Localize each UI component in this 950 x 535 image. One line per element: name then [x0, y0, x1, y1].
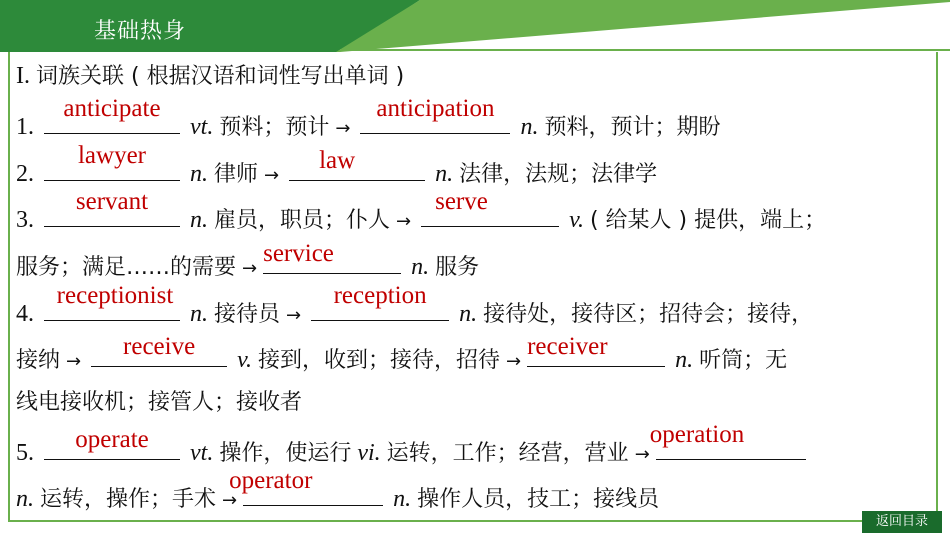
- pos-label: vt.: [190, 440, 214, 466]
- answer-text: operation: [649, 421, 745, 448]
- item-2: [16, 142, 658, 187]
- item-3-cont: [16, 240, 480, 280]
- pos-label: vi.: [357, 440, 381, 466]
- arrow-icon: →: [264, 165, 280, 186]
- pos-label: v.: [569, 207, 584, 233]
- meaning-text: 接待员: [214, 302, 281, 327]
- answer-blank: [91, 333, 227, 367]
- item-number: 1.: [16, 114, 34, 140]
- item-number: 3.: [16, 207, 34, 233]
- meaning-text: 操作，使运行: [219, 441, 352, 466]
- answer-blank: [263, 240, 401, 274]
- item-number: 2.: [16, 161, 34, 187]
- arrow-icon: →: [222, 490, 238, 511]
- meaning-text: 接待处，接待区；招待会；接待，: [483, 302, 814, 327]
- pos-label: n.: [435, 161, 454, 187]
- page-title: 基础热身: [94, 19, 187, 44]
- pos-label: n.: [16, 486, 34, 512]
- meaning-text: 服务；满足……的需要: [16, 255, 237, 280]
- heading-num: I.: [16, 63, 30, 89]
- pos-label: n.: [393, 486, 412, 512]
- meaning-text: 听筒；无: [699, 348, 788, 373]
- pos-label: vt.: [190, 114, 214, 140]
- meaning-text: 预料；预计: [219, 115, 330, 140]
- section-heading: [16, 60, 404, 92]
- arrow-icon: →: [66, 351, 82, 372]
- answer-blank: [527, 333, 665, 367]
- arrow-icon: →: [506, 351, 522, 372]
- answer-text: operate: [75, 426, 149, 453]
- meaning-text: 律师: [214, 162, 259, 187]
- meaning-text: 操作人员，技工；接线员: [417, 487, 660, 512]
- meaning-text: 法律，法规；法律学: [459, 162, 658, 187]
- meaning-text: 接纳: [16, 348, 61, 373]
- answer-blank: [44, 142, 180, 181]
- answer-blank: [44, 282, 180, 321]
- heading-text: 词族关联 ( 根据汉语和词性写出单词 ): [36, 64, 405, 89]
- answer-blank: [44, 188, 180, 227]
- pos-label: n.: [411, 254, 430, 280]
- answer-blank: [360, 95, 510, 134]
- header-bar: [0, 0, 950, 52]
- answer-text: law: [319, 147, 356, 174]
- pos-label: v.: [237, 347, 252, 373]
- meaning-text: 雇员，职员；仆人: [214, 208, 391, 233]
- meaning-text: 线电接收机；接管人；接收者: [16, 390, 303, 415]
- answer-blank: [649, 421, 806, 460]
- arrow-icon: →: [335, 118, 351, 139]
- answer-text: servant: [75, 188, 149, 215]
- answer-blank: [421, 188, 559, 227]
- item-4: [16, 282, 814, 327]
- answer-text: anticipation: [376, 95, 495, 122]
- meaning-text: 预料，预计；期盼: [544, 115, 721, 140]
- answer-blank: [289, 147, 425, 181]
- pos-label: n.: [190, 301, 208, 327]
- item-4-cont2: [16, 386, 302, 418]
- pos-label: n.: [190, 207, 208, 233]
- meaning-text: 运转，工作；经营，营业: [386, 441, 629, 466]
- arrow-icon: →: [634, 444, 650, 465]
- arrow-icon: →: [286, 305, 302, 326]
- item-4-cont: [16, 333, 788, 373]
- answer-text: receive: [123, 333, 196, 360]
- pos-label: n.: [675, 347, 694, 373]
- item-5-cont: [16, 467, 660, 512]
- answer-text: serve: [435, 188, 488, 215]
- meaning-text: ( 给某人 ) 提供，端上；: [589, 208, 827, 233]
- answer-text: anticipate: [63, 95, 161, 122]
- answer-blank: [229, 467, 383, 506]
- pos-label: n.: [459, 301, 478, 327]
- answer-text: receptionist: [56, 282, 174, 309]
- answer-blank: [44, 95, 180, 134]
- item-3: [16, 188, 827, 233]
- back-to-contents-button[interactable]: 返回目录: [862, 511, 942, 533]
- pos-label: n.: [520, 114, 539, 140]
- answer-text: reception: [333, 282, 427, 309]
- item-1: [16, 95, 721, 140]
- meaning-text: 运转，操作；手术: [40, 487, 217, 512]
- answer-text: receiver: [527, 333, 608, 360]
- answer-text: lawyer: [77, 142, 147, 169]
- answer-text: service: [263, 240, 334, 267]
- meaning-text: 接到，收到；接待，招待: [257, 348, 500, 373]
- meaning-text: 服务: [435, 255, 480, 280]
- arrow-icon: →: [396, 211, 412, 232]
- answer-blank: [311, 282, 449, 321]
- answer-blank: [44, 426, 180, 460]
- answer-text: operator: [229, 467, 313, 494]
- pos-label: n.: [190, 161, 208, 187]
- item-number: 5.: [16, 440, 34, 466]
- item-number: 4.: [16, 301, 34, 327]
- item-5: [16, 421, 810, 466]
- arrow-icon: →: [242, 258, 258, 279]
